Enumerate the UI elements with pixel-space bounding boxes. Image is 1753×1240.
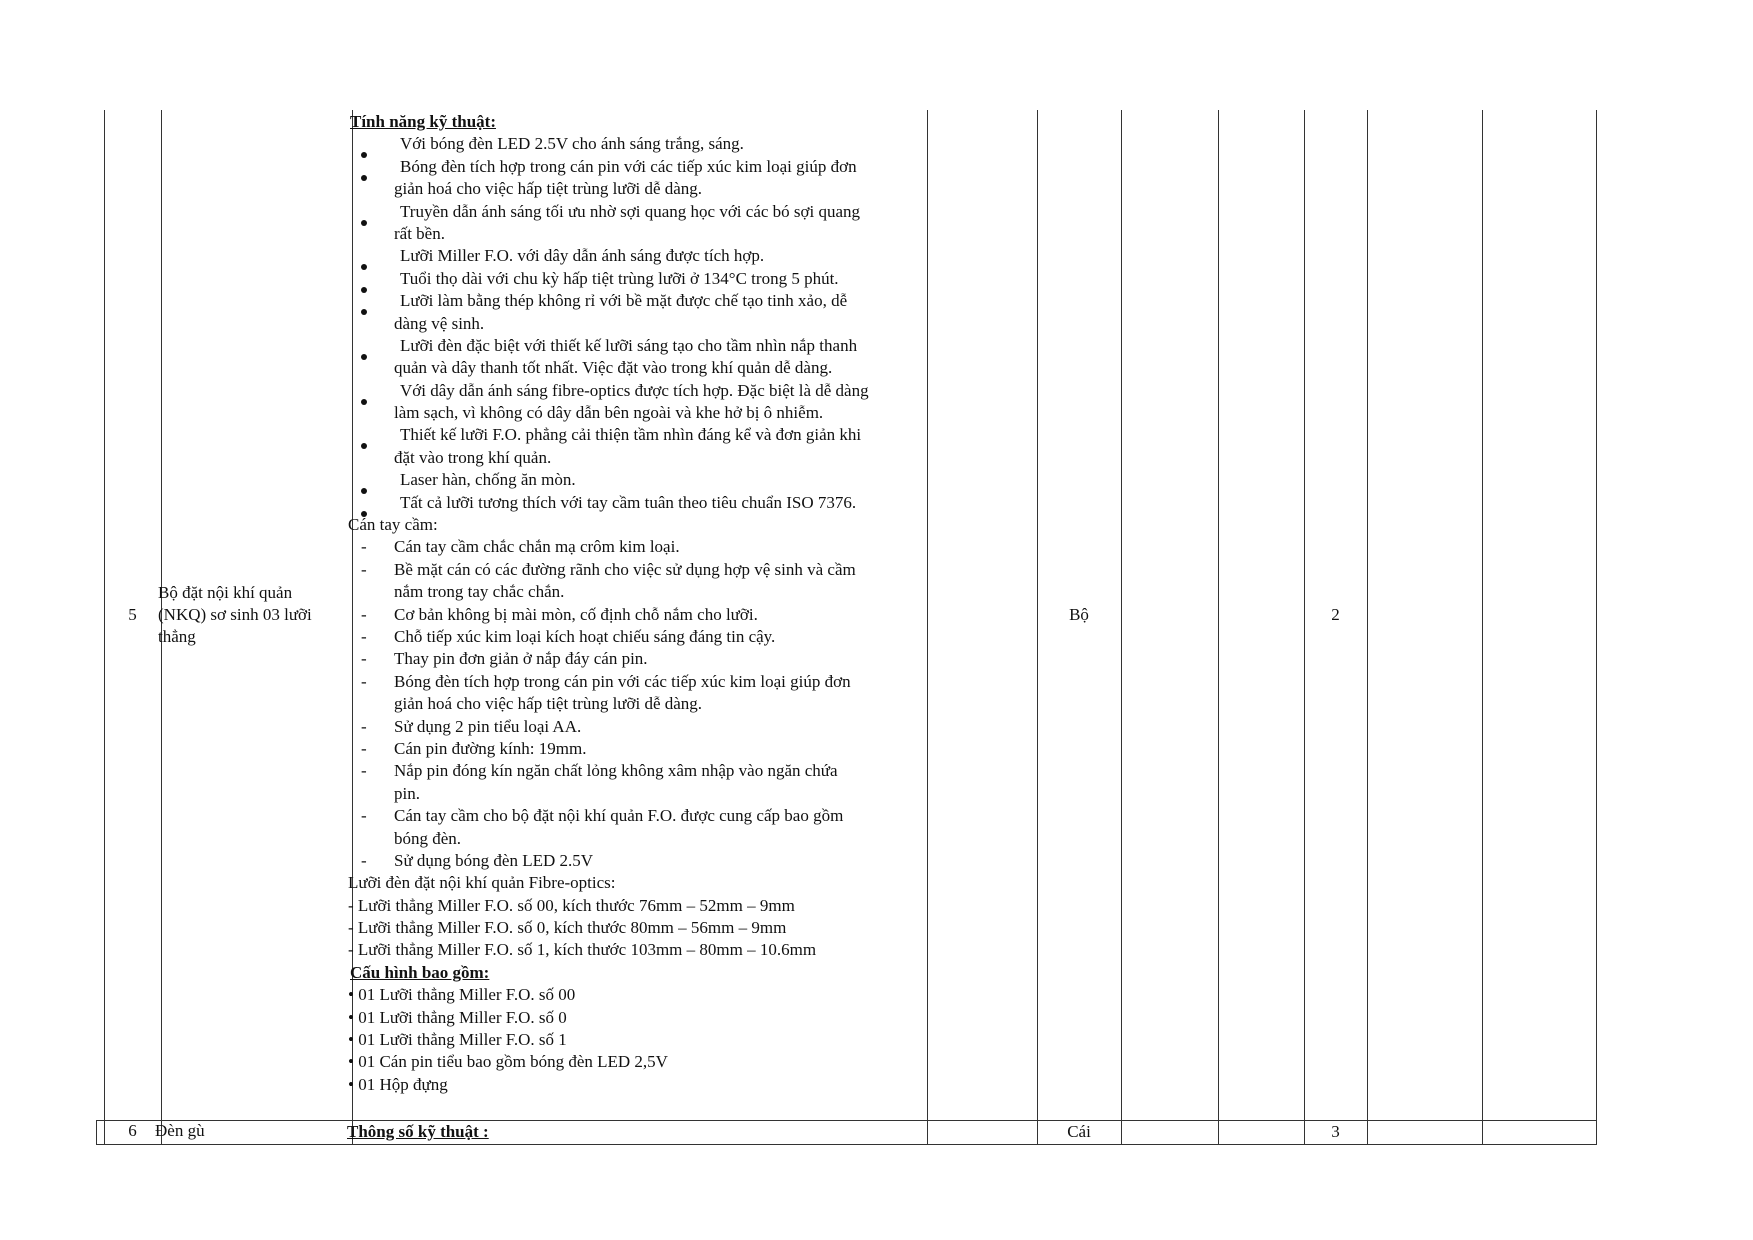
spec-line — [361, 604, 979, 626]
spec-line-text: Với bóng đèn LED 2.5V cho ánh sáng trắng, sáng. — [400, 134, 744, 154]
spec-line-text: Lưỡi đèn đặc biệt với thiết kế lưỡi sáng tạo cho tầm nhìn nắp thanh — [400, 335, 858, 355]
table-border-left — [104, 110, 105, 1145]
column-divider — [96, 1120, 97, 1144]
spec-line — [394, 469, 979, 491]
spec-line — [394, 693, 979, 715]
bullet-dash-icon: - — [361, 761, 367, 781]
spec-line-text: Chỗ tiếp xúc kim loại kích hoạt chiếu sáng đáng tin cậy. — [394, 626, 776, 646]
spec-line-text: Bóng đèn tích hợp trong cán pin với các tiếp xúc kim loại giúp đơn — [400, 156, 857, 176]
spec-line — [361, 536, 979, 558]
spec-line-text: - Lưỡi thẳng Miller F.O. số 0, kích thước 80mm – 56mm – 9mm — [348, 918, 787, 938]
spec-line — [394, 201, 979, 223]
spec-line-text: dàng vệ sinh. — [394, 313, 485, 333]
spec-line — [361, 648, 979, 670]
row6-stt: 6 — [128, 1121, 137, 1140]
spec-line — [394, 335, 979, 357]
spec-line-text: pin. — [394, 783, 420, 803]
spec-line — [348, 895, 933, 917]
column-divider — [1121, 110, 1122, 1145]
table-border-right — [1596, 110, 1597, 1145]
row5-stt: 5 — [128, 605, 137, 624]
spec-line-text: bóng đèn. — [394, 828, 462, 848]
spec-line — [348, 1029, 933, 1051]
spec-line-text: Sử dụng bóng đèn LED 2.5V — [394, 850, 594, 870]
spec-line — [394, 492, 979, 514]
spec-line-text: - Lưỡi thẳng Miller F.O. số 00, kích thước 76mm – 52mm – 9mm — [348, 895, 795, 915]
item-name-line: thẳng — [158, 627, 196, 646]
spec-line — [394, 380, 979, 402]
bullet-dash-icon: - — [361, 537, 367, 557]
spec-line-text: • 01 Lưỡi thẳng Miller F.O. số 1 — [348, 1030, 567, 1050]
technical-specifications — [348, 111, 937, 1096]
spec-line-text: Lưỡi làm bằng thép không rỉ với bề mặt được chế tạo tinh xảo, dễ — [400, 291, 848, 311]
spec-line-text: Bóng đèn tích hợp trong cán pin với các tiếp xúc kim loại giúp đơn — [394, 671, 851, 691]
spec-line — [394, 268, 979, 290]
spec-line-text: Truyền dẫn ánh sáng tối ưu nhờ sợi quang học với các bó sợi quang — [400, 201, 861, 221]
row6-unit: Cái — [1067, 1122, 1091, 1141]
spec-line — [348, 1051, 933, 1073]
spec-line — [348, 872, 933, 894]
column-divider — [1367, 110, 1368, 1145]
spec-line — [348, 984, 933, 1006]
spec-line-text: Thay pin đơn giản ở nắp đáy cán pin. — [394, 649, 648, 669]
bullet-dot-icon — [361, 354, 367, 360]
bullet-dash-icon: - — [361, 626, 367, 646]
spec-line — [394, 447, 979, 469]
spec-line-text: giản hoá cho việc hấp tiệt trùng lưỡi dễ dàng. — [394, 694, 703, 714]
spec-line-text: nắm trong tay chắc chắn. — [394, 582, 565, 602]
spec-line — [361, 626, 979, 648]
spec-line-text: Tuổi thọ dài với chu kỳ hấp tiệt trùng lưỡi ở 134°C trong 5 phút. — [400, 268, 839, 288]
spec-line-text: Laser hàn, chống ăn mòn. — [400, 470, 576, 490]
spec-line — [361, 559, 979, 581]
spec-line-text: Cán tay cầm: — [348, 515, 438, 535]
spec-line — [394, 828, 979, 850]
spec-line — [361, 850, 979, 872]
spec-line — [394, 313, 979, 335]
spec-line — [348, 939, 933, 961]
row5-quantity: 2 — [1331, 605, 1340, 624]
row6-item-name: Đèn gù — [155, 1121, 205, 1140]
spec-line-text: đặt vào trong khí quản. — [394, 447, 552, 467]
spec-line-text: Cơ bản không bị mài mòn, cố định chỗ nắm cho lưỡi. — [394, 604, 758, 624]
bullet-dash-icon: - — [361, 604, 367, 624]
spec-line-text: Cán tay cầm cho bộ đặt nội khí quản F.O. được cung cấp bao gồm — [394, 806, 844, 826]
bullet-dash-icon: - — [361, 559, 367, 579]
column-divider — [1482, 110, 1483, 1145]
spec-line — [348, 1074, 933, 1096]
bullet-dot-icon — [361, 399, 367, 405]
item-name-line: (NKQ) sơ sinh 03 lưỡi — [158, 605, 312, 624]
spec-line — [361, 716, 979, 738]
bullet-dash-icon: - — [361, 738, 367, 758]
bullet-dot-icon — [361, 287, 367, 293]
spec-line-text: Cán tay cầm chắc chắn mạ crôm kim loại. — [394, 537, 680, 557]
row5-unit: Bộ — [1069, 605, 1089, 624]
spec-line-text: • 01 Hộp đựng — [348, 1074, 448, 1094]
spec-line-text: Nắp pin đóng kín ngăn chất lỏng không xâm nhập vào ngăn chứa — [394, 761, 838, 781]
spec-line — [394, 290, 979, 312]
spec-line-text: • 01 Lưỡi thẳng Miller F.O. số 0 — [348, 1007, 567, 1027]
spec-line-text: Với dây dẫn ánh sáng fibre-optics được tích hợp. Đặc biệt là dễ dàng — [400, 380, 869, 400]
spec-line — [348, 917, 933, 939]
spec-line-text: Thiết kế lưỡi F.O. phẳng cải thiện tầm nhìn đáng kể và đơn giản khi — [400, 425, 862, 445]
spec-line — [361, 760, 979, 782]
spec-line-text: Tất cả lưỡi tương thích với tay cầm tuân theo tiêu chuẩn ISO 7376. — [400, 492, 857, 512]
bullet-dot-icon — [361, 264, 367, 270]
spec-line-text: - Lưỡi thẳng Miller F.O. số 1, kích thước 103mm – 80mm – 10.6mm — [348, 940, 817, 960]
bullet-dot-icon — [361, 488, 367, 494]
column-divider — [1304, 110, 1305, 1145]
spec-line — [394, 783, 979, 805]
spec-line-text: Tính năng kỹ thuật: — [350, 112, 496, 131]
spec-line — [394, 156, 979, 178]
spec-line-text: Cấu hình bao gồm: — [350, 962, 490, 982]
spec-line — [350, 111, 935, 133]
bullet-dot-icon — [361, 309, 367, 315]
bullet-dash-icon: - — [361, 649, 367, 669]
bullet-dash-icon: - — [361, 671, 367, 691]
row6-spec-heading: Thông số kỹ thuật : — [347, 1122, 489, 1141]
spec-line — [394, 133, 979, 155]
spec-line — [361, 805, 979, 827]
spec-line-text: Lưỡi Miller F.O. với dây dẫn ánh sáng được tích hợp. — [400, 246, 765, 266]
spec-line — [394, 581, 979, 603]
spec-line — [394, 357, 979, 379]
row5-item-name — [158, 582, 350, 648]
spec-line — [394, 223, 979, 245]
spec-line-text: Bề mặt cán có các đường rãnh cho việc sử dụng hợp vệ sinh và cầm — [394, 559, 856, 579]
spec-line-text: • 01 Lưỡi thẳng Miller F.O. số 00 — [348, 985, 576, 1005]
spec-line — [394, 402, 979, 424]
spec-line-text: quản và dây thanh tốt nhất. Việc đặt vào trong khí quản dễ dàng. — [394, 358, 833, 378]
spec-line-text: Lưỡi đèn đặt nội khí quản Fibre-optics: — [348, 873, 616, 893]
bullet-dot-icon — [361, 152, 367, 158]
spec-line-text: Cán pin đường kính: 19mm. — [394, 738, 587, 758]
table-bottom-border — [96, 1144, 1597, 1145]
spec-line-text: rất bền. — [394, 223, 445, 243]
spec-line — [348, 514, 933, 536]
bullet-dot-icon — [361, 175, 367, 181]
spec-line-text: giản hoá cho việc hấp tiệt trùng lưỡi dễ dàng. — [394, 179, 703, 199]
spec-line — [394, 424, 979, 446]
column-divider — [1037, 110, 1038, 1145]
spec-line — [361, 738, 979, 760]
bullet-dot-icon — [361, 220, 367, 226]
spec-line — [348, 1007, 933, 1029]
bullet-dot-icon — [361, 443, 367, 449]
bullet-dash-icon: - — [361, 850, 367, 870]
spec-line — [350, 962, 935, 984]
spec-line-text: Sử dụng 2 pin tiểu loại AA. — [394, 716, 582, 736]
item-name-line: Bộ đặt nội khí quản — [158, 583, 293, 602]
spec-line — [361, 671, 979, 693]
row6-quantity: 3 — [1331, 1122, 1340, 1141]
column-divider — [1218, 110, 1219, 1145]
spec-line — [394, 245, 979, 267]
spec-line — [394, 178, 979, 200]
bullet-dash-icon: - — [361, 716, 367, 736]
bullet-dash-icon: - — [361, 806, 367, 826]
spec-line-text: làm sạch, vì không có dây dẫn bên ngoài và khe hở bị ô nhiễm. — [394, 403, 824, 423]
spec-line-text: • 01 Cán pin tiểu bao gồm bóng đèn LED 2,5V — [348, 1052, 668, 1072]
